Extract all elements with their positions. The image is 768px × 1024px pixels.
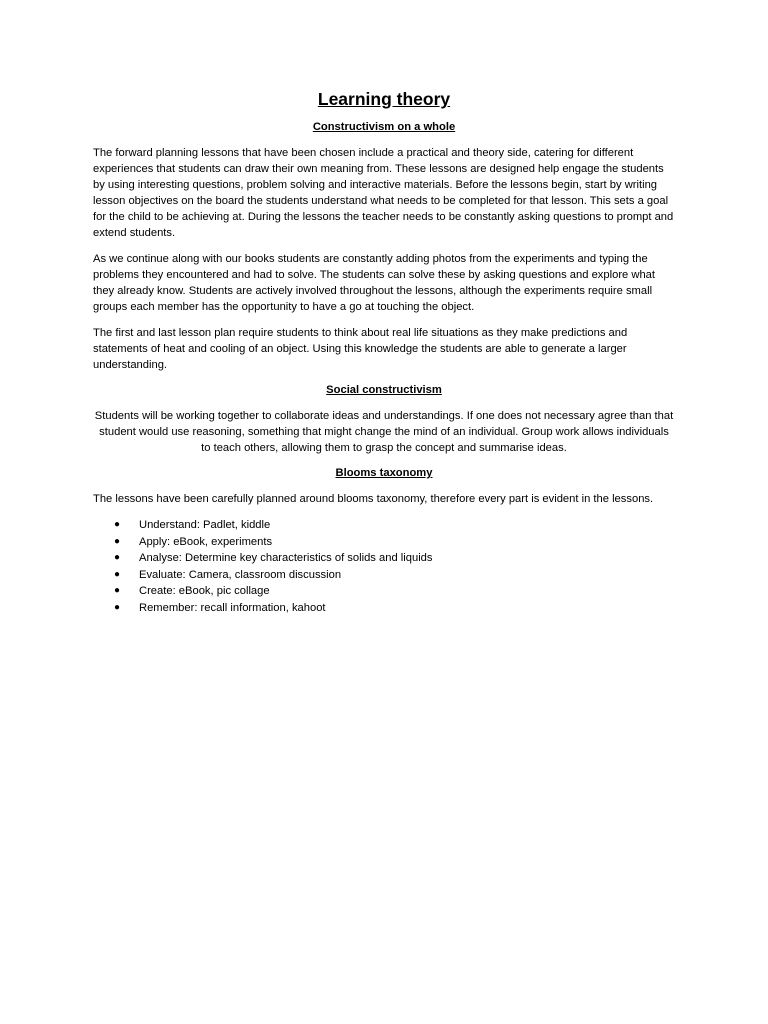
document-body [93, 88, 675, 617]
bullet-icon: ● [114, 535, 121, 547]
bullet-icon: ● [114, 585, 121, 597]
list-item [93, 550, 675, 567]
bullet-icon: ● [114, 552, 121, 564]
list-item-text: Evaluate: Camera, classroom discussion [139, 568, 342, 581]
bullet-icon: ● [114, 601, 121, 613]
list-item [93, 600, 675, 617]
section-heading: Blooms taxonomy [335, 467, 433, 479]
list-item-text: Apply: eBook, experiments [139, 535, 273, 548]
list-item [93, 567, 675, 584]
bullet-icon: ● [114, 568, 121, 580]
bullet-icon: ● [114, 519, 121, 530]
page-title: Learning theory [317, 89, 451, 109]
list-item [93, 517, 675, 534]
list-item [93, 534, 675, 551]
section-constructivism [93, 120, 675, 373]
paragraph: The first and last lesson plan require students to think about real life situations as they make predictions and statements of heat and cooling of an object. Using this knowledge the students are able to generate a larger understanding. [93, 327, 628, 371]
paragraph: The forward planning lessons that have been chosen include a practical and theory side, catering for different experiences that students can draw their own meaning from. These lessons are designed help engage the students by using interesting questions, problem solving and interactive materials. Before the lessons begin, start by writing lesson objectives on the board the students understand what needs to be completed for that lesson. This sets a goal for the child to be achieving at. During the lessons the teacher needs to be constantly asking questions to prompt and extend students. [93, 147, 674, 239]
paragraph: As we continue along with our books students are constantly adding photos from the experiments and typing the problems they encountered and had to solve. The students can solve these by asking questions and explore what they already know. Students are actively involved throughout the lessons, although the experiments require small groups each member has the opportunity to have a go at touching the object. [93, 253, 656, 313]
list-item-text: Create: eBook, pic collage [139, 585, 270, 598]
paragraph: The lessons have been carefully planned around blooms taxonomy, therefore every part is evident in the lessons. [93, 493, 654, 505]
list-item-text: Analyse: Determine key characteristics of solids and liquids [139, 552, 433, 565]
list-item [93, 583, 675, 600]
list-item-text: Remember: recall information, kahoot [139, 601, 326, 614]
section-blooms-taxonomy [93, 466, 675, 617]
section-heading: Constructivism on a whole [312, 121, 456, 133]
list-item-text: Understand: Padlet, kiddle [139, 519, 271, 531]
paragraph: Students will be working together to collaborate ideas and understandings. If one does not necessary agree than that student would use reasoning, something that might change the mind of an individual. Group work allows individuals to teach others, allowing them to grasp the concept and summarise ideas. [94, 410, 674, 454]
section-heading: Social constructivism [326, 384, 442, 396]
section-social-constructivism [93, 383, 675, 456]
bullet-list [93, 517, 675, 617]
